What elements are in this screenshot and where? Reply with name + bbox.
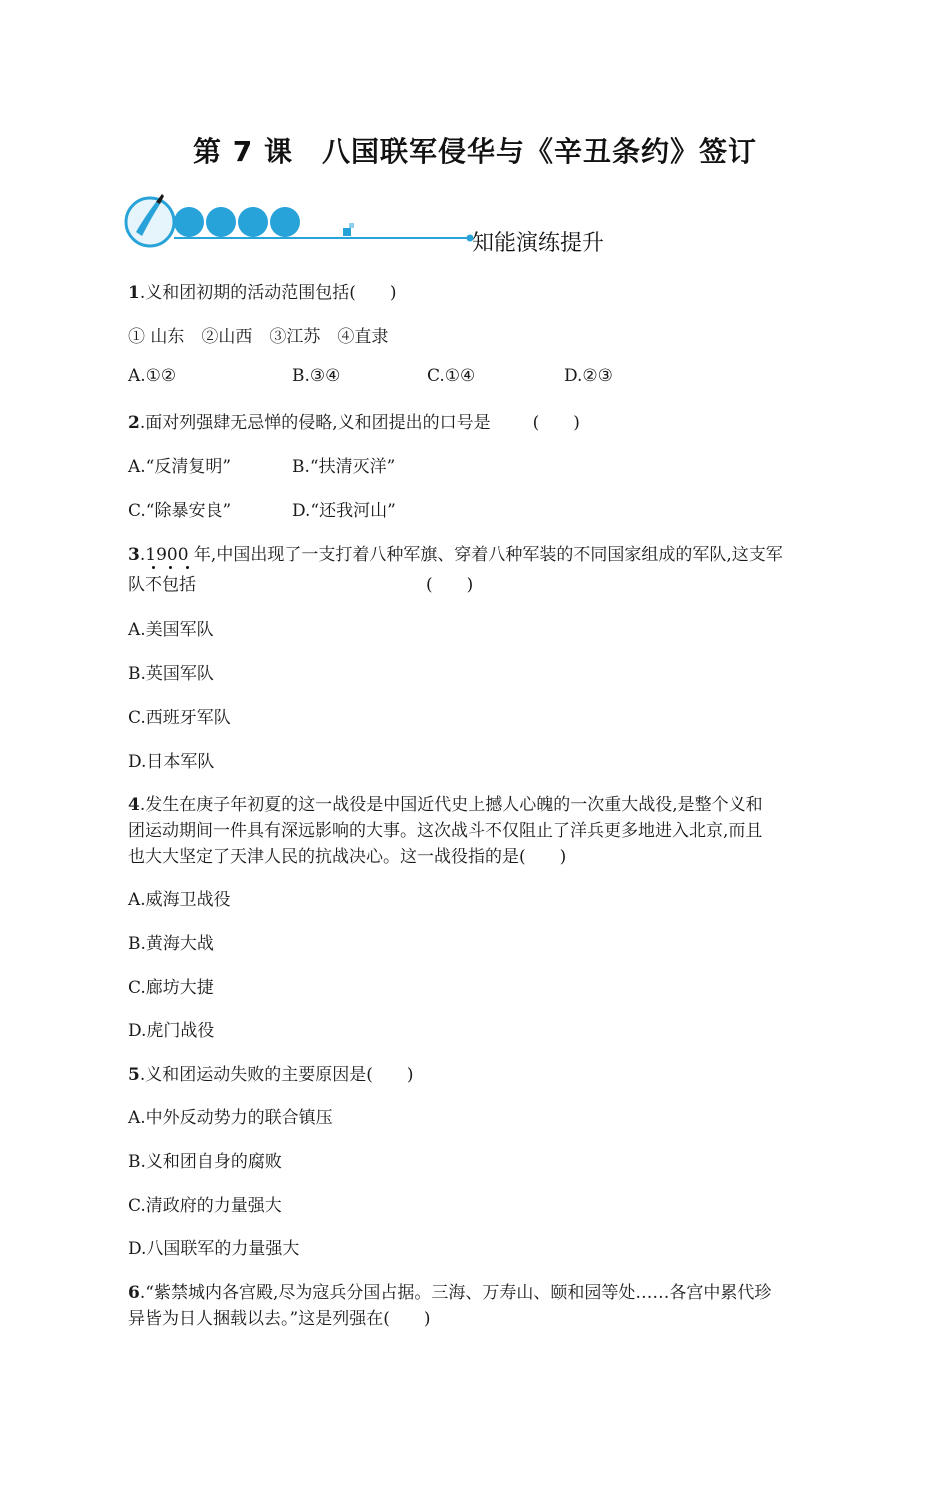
question-4-stem-line1: 4.发生在庚子年初夏的这一战役是中国近代史上撼人心魄的一次重大战役,是整个义和 (128, 795, 763, 815)
answer-paren: ( ) (426, 575, 474, 595)
question-6-stem-line1: 6.“紫禁城内各宫殿,尽为寇兵分国占据。三海、万寿山、颐和园等处……各宫中累代珍 (128, 1283, 772, 1303)
option-b[interactable]: B.黄海大战 (128, 934, 214, 954)
question-2-stem: 2.面对列强肆无忌惮的侵略,义和团提出的口号是 ( ) (128, 408, 580, 433)
option-c[interactable]: C.清政府的力量强大 (128, 1196, 282, 1216)
answer-paren: ( ) (532, 413, 580, 433)
option-a[interactable]: A.威海卫战役 (128, 890, 231, 910)
option-c[interactable]: C.①④ (427, 366, 476, 386)
emphasis-char: 括 (179, 570, 196, 595)
section-label: 知能演练提升 (472, 231, 605, 256)
question-3-stem-line2: 队不包括 ( ) (128, 570, 473, 595)
question-4-stem-line2: 团运动期间一件具有深远影响的大事。这次战斗不仅阻止了洋兵更多地进入北京,而且 (128, 821, 763, 841)
question-2-options-row1 (128, 452, 828, 476)
emphasis-char: 包 (162, 570, 179, 595)
option-b[interactable]: B.义和团自身的腐败 (128, 1152, 282, 1172)
option-d[interactable]: D.“还我河山” (292, 501, 396, 521)
option-c[interactable]: C.“除暴安良” (128, 501, 232, 521)
question-2-options-row2 (128, 496, 828, 520)
option-a[interactable]: A.中外反动势力的联合镇压 (128, 1108, 333, 1128)
question-1-items: ① 山东 ②山西 ③江苏 ④直隶 (128, 327, 389, 347)
option-a[interactable]: A.“反清复明” (128, 457, 232, 477)
option-d[interactable]: D.虎门战役 (128, 1021, 215, 1041)
question-6-stem-line2: 异皆为日人捆载以去。”这是列强在( ) (128, 1309, 431, 1329)
page-title: 第 7 课 八国联军侵华与《辛丑条约》签订 (193, 135, 757, 168)
option-b[interactable]: B.③④ (292, 366, 341, 386)
option-d[interactable]: D.日本军队 (128, 752, 215, 772)
question-4-stem-line3: 也大大坚定了天津人民的抗战决心。这一战役指的是( ) (128, 847, 567, 867)
option-d[interactable]: D.②③ (564, 366, 613, 386)
option-c[interactable]: C.廊坊大捷 (128, 978, 214, 998)
option-b[interactable]: B.英国军队 (128, 664, 214, 684)
option-a[interactable]: A.美国军队 (128, 620, 214, 640)
option-c[interactable]: C.西班牙军队 (128, 708, 231, 728)
option-a[interactable]: A.①② (128, 366, 177, 386)
question-1-options (128, 366, 828, 390)
option-b[interactable]: B.“扶清灭洋” (292, 457, 396, 477)
section-banner (122, 188, 642, 258)
question-3-stem-line1: 3.1900 年,中国出现了一支打着八种军旗、穿着八种军装的不同国家组成的军队,这支军 (128, 545, 783, 565)
option-d[interactable]: D.八国联军的力量强大 (128, 1239, 300, 1259)
question-1-stem: 1.义和团初期的活动范围包括( ) (128, 283, 397, 303)
emphasis-char: 不 (145, 570, 162, 595)
question-5-stem: 5.义和团运动失败的主要原因是( ) (128, 1065, 414, 1085)
